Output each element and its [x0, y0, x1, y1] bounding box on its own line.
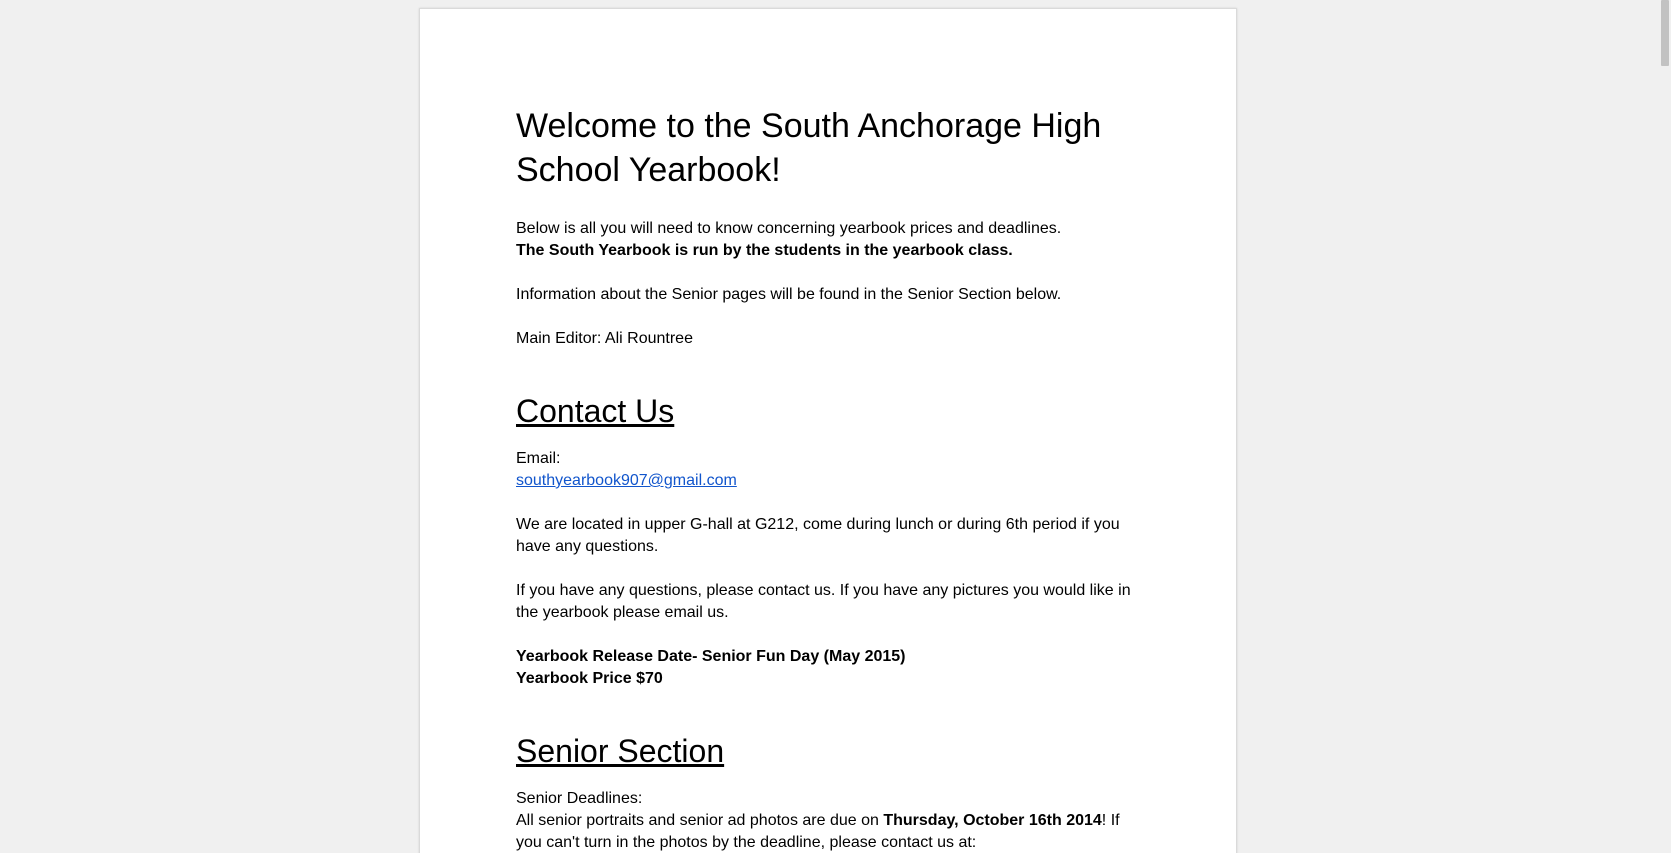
email-link[interactable]: southyearbook907@gmail.com: [516, 472, 737, 489]
location-text: We are located in upper G-hall at G212, come during lunch or during 6th period if you have any questions.: [516, 516, 1120, 555]
intro-bold-text: The South Yearbook is run by the students in the yearbook class.: [516, 242, 1013, 259]
senior-deadlines-label: Senior Deadlines:: [516, 790, 643, 807]
senior-info-text: Information about the Senior pages will be found in the Senior Section below.: [516, 286, 1062, 303]
document-page: [419, 8, 1237, 853]
scrollbar-thumb[interactable]: [1661, 0, 1669, 66]
deadline-date: Thursday, October 16th 2014: [883, 812, 1102, 829]
vertical-scrollbar[interactable]: [1659, 0, 1671, 853]
release-date-text: Yearbook Release Date- Senior Fun Day (May 2015): [516, 648, 906, 665]
senior-deadline-text: All senior portraits and senior ad photos are due on Thursday, October 16th 2014! If you can't turn in the photos by the deadline, please contact us at:: [516, 812, 1120, 851]
document-content: [516, 104, 1136, 853]
main-editor-text: Main Editor: Ali Rountree: [516, 330, 693, 347]
price-text: Yearbook Price $70: [516, 670, 663, 687]
intro-text: Below is all you will need to know concerning yearbook prices and deadlines.: [516, 220, 1062, 237]
page-title: Welcome to the South Anchorage High School Yearbook!: [516, 107, 1102, 189]
senior-section-heading: Senior Section: [516, 733, 725, 769]
email-label: Email:: [516, 450, 561, 467]
contact-us-heading: Contact Us: [516, 393, 675, 429]
questions-text: If you have any questions, please contact us. If you have any pictures you would like in the yearbook please email us.: [516, 582, 1131, 621]
